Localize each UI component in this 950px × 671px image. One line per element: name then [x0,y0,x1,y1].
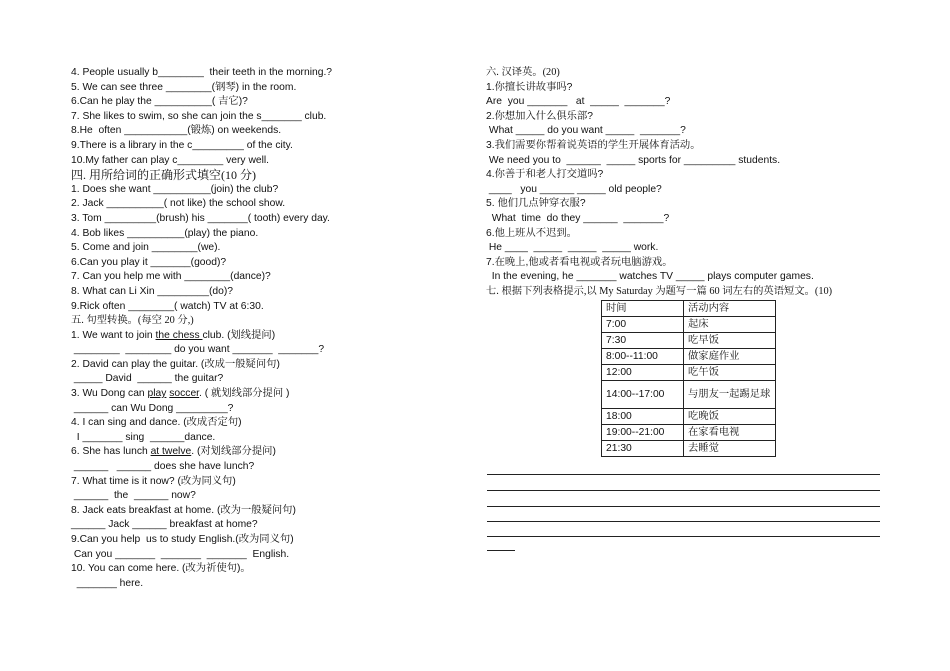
exercise-line: 2. Jack __________( not like) the school show. [71,198,286,210]
section-4-title: 四. 用所给词的正确形式填空(10 分) [71,168,256,183]
time-cell: 18:00 [602,409,684,425]
left-column [71,66,461,591]
question-text: 1. We want to join [71,329,156,341]
exercise-line: 3.我们需要你帮着说英语的学生开展体育活动。 [486,139,701,151]
time-cell: 12:00 [602,365,684,381]
table-row [602,409,776,425]
exercise-line: 7.在晚上,他或者看电视或者玩电脑游戏。 [486,256,673,268]
underlined-text: at twelve [150,446,192,458]
activity-cell: 与朋友一起踢足球 [684,381,776,409]
exercise-line: 9.Can you help us to study English.(改为同义句) [71,534,294,545]
exercise-line: 1.你擅长讲故事吗? [486,81,573,93]
exercise-line: 6.Can you play it _______(good)? [71,256,227,268]
exercise-line: 9.Rick often ________( watch) TV at 6:30. [71,300,264,312]
answer-line: What time do they ______ _______? [486,212,670,224]
writing-line [487,490,880,491]
table-header-row [602,301,776,317]
exercise-line: 4. Bob likes __________(play) the piano. [71,227,259,239]
time-cell: 8:00--11:00 [602,349,684,365]
exercise-line: 7. What time is it now? (改为同义句) [71,475,236,487]
activity-cell: 在家看电视 [684,425,776,441]
time-cell: 14:00--17:00 [602,381,684,409]
answer-line: Can you _______ _______ _______ English. [71,548,290,560]
underlined-text: play [147,388,167,400]
writing-line [487,536,880,537]
section-7-title: 七. 根据下列表格提示,以 My Saturday 为题写一篇 60 词左右的英语短文。(10) [486,285,833,297]
exercise-line: 4. I can sing and dance. (改成否定句) [71,417,242,429]
writing-line [487,521,880,522]
exercise-line: 1. Does she want __________(join) the club? [71,183,279,195]
answer-line: I _______ sing ______dance. [71,431,216,443]
answer-line: ________ ________ do you want _______ _______? [71,344,325,356]
activity-cell: 起床 [684,317,776,333]
answer-line: In the evening, he _______ watches TV _____ plays computer games. [486,271,814,283]
table-header-cell: 时间 [602,301,684,317]
exercise-line [71,445,461,460]
exercise-line: 10.My father can play c________ very well. [71,154,270,166]
answer-line: ______ the ______ now? [71,490,196,502]
underlined-text: the chess [155,329,203,341]
question-text: . ( 就划线部分提问 ) [199,388,290,400]
table-row [602,333,776,349]
exercise-line: 8.He often ___________(锻炼) on weekends. [71,125,282,137]
underlined-text: soccer [169,388,200,400]
activity-cell: 吃晚饭 [684,409,776,425]
exercise-line: 9.There is a library in the c_________ of the city. [71,139,293,151]
question-text: . (对划线部分提问) [191,446,276,458]
answer-line: ______ can Wu Dong _________? [71,402,234,414]
answer-line: ____ you ______ _____ old people? [486,183,662,195]
table-row [602,349,776,365]
answer-line: ______ ______ does she have lunch? [71,461,255,473]
right-column [486,66,886,300]
question-text: 3. Wu Dong can [71,388,148,400]
exercise-line: 8. What can Li Xin _________(do)? [71,285,234,297]
writing-line [487,474,880,475]
activity-cell: 做家庭作业 [684,349,776,365]
exercise-line: 5. 他们几点钟穿衣服? [486,198,586,210]
question-text: club. (划线提问) [202,329,276,341]
time-cell: 7:00 [602,317,684,333]
time-cell: 7:30 [602,333,684,349]
table-row [602,441,776,457]
question-text: 6. She has lunch [71,446,151,458]
table-row [602,317,776,333]
time-cell: 21:30 [602,441,684,457]
exercise-line: 4.你善于和老人打交道吗? [486,169,604,181]
activity-cell: 吃午饭 [684,365,776,381]
answer-line: We need you to ______ _____ sports for _________ students. [486,154,781,166]
table-row [602,381,776,409]
time-cell: 19:00--21:00 [602,425,684,441]
writing-line [487,550,515,551]
answer-line: What _____ do you want _____ _______? [486,125,686,137]
table-row [602,365,776,381]
table-row [602,425,776,441]
exercise-line: 3. Tom _________(brush) his _______( tooth) every day. [71,212,330,224]
schedule-table [601,300,776,457]
answer-line: _____ David ______ the guitar? [71,373,224,385]
section-6-title: 六. 汉译英。(20) [486,67,560,78]
section-5-title: 五. 句型转换。(每空 20 分,) [71,315,194,327]
answer-line: He ____ _____ _____ _____ work. [486,242,659,254]
answer-line: ______ Jack ______ breakfast at home? [71,519,258,531]
writing-line [487,506,880,507]
exercise-line: 5. We can see three ________(钢琴) in the room. [71,81,297,93]
exercise-line [71,329,461,344]
exercise-line: 7. Can you help me with ________(dance)? [71,271,271,283]
exercise-line: 2. David can play the guitar. (改成一般疑问句) [71,358,280,370]
activity-cell: 吃早饭 [684,333,776,349]
exercise-line: 7. She likes to swim, so she can join the s_______ club. [71,110,327,122]
exercise-line: 6.Can he play the __________( 吉它)? [71,96,248,108]
exercise-line: 8. Jack eats breakfast at home. (改为一般疑问句) [71,504,296,516]
answer-line: _______ here. [71,577,144,589]
exercise-line: 2.你想加入什么俱乐部? [486,110,593,122]
table-header-cell: 活动内容 [684,301,776,317]
exercise-line: 4. People usually b________ their teeth in the morning.? [71,67,333,78]
exercise-line: 6.他上班从不迟到。 [486,227,577,239]
exercise-line: 10. You can come here. (改为祈使句)。 [71,563,251,575]
activity-cell: 去睡觉 [684,441,776,457]
exercise-line: 5. Come and join ________(we). [71,242,221,254]
answer-line: Are you _______ at _____ _______? [486,96,671,108]
exercise-line [71,387,461,402]
